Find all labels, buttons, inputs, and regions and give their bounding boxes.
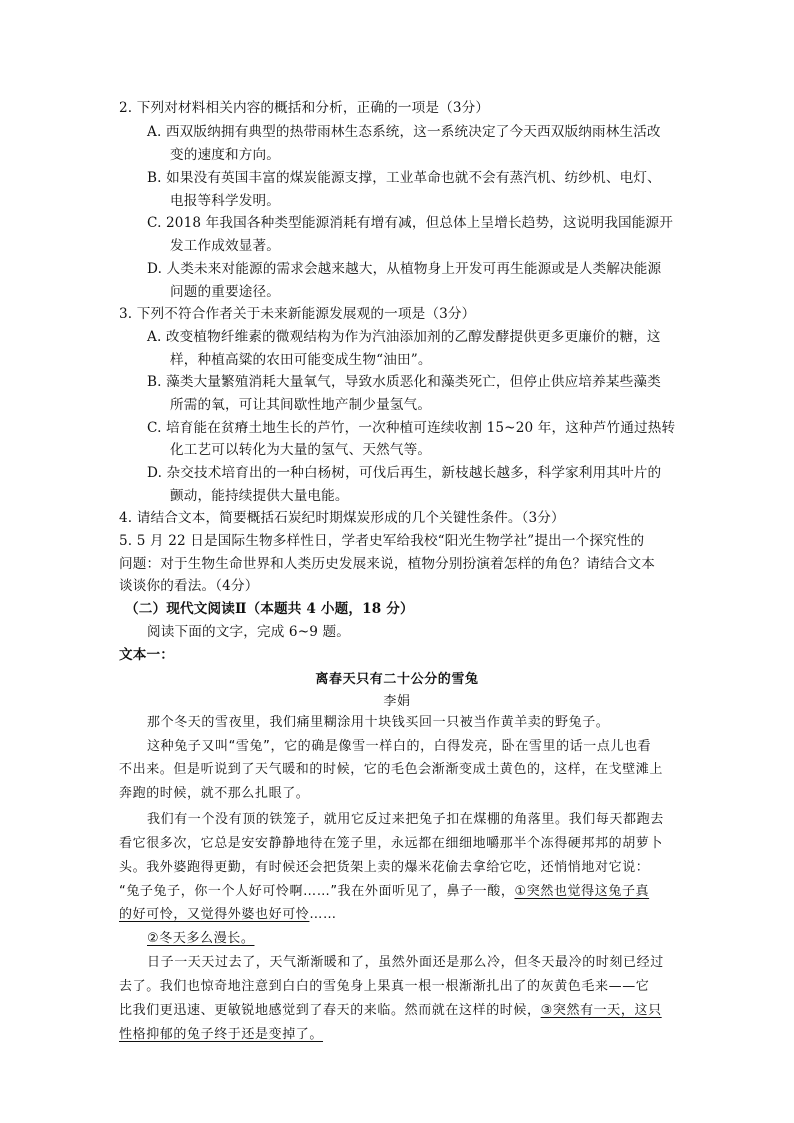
q3-option-c-cont: 化工艺可以转化为大量的氢气、天然气等。 [170,442,432,458]
q3-stem: 3. 下列不符合作者关于未来新能源发展观的一项是（3分） [119,306,476,322]
q2-option-d-cont: 问题的重要途径。 [170,284,280,300]
text-label: 文本一： [119,647,174,663]
q2-option-a-cont: 变的速度和方向。 [170,147,280,163]
section-heading: （二）现代文阅读Ⅱ（本题共 4 小题，18 分） [125,601,414,617]
underlined-sentence-1: ①突然也觉得这兔子真 [514,884,650,899]
q3-option-a: A. 改变植物纤维素的微观结构为作为汽油添加剂的乙醇发酵提供更多更廉价的糖，这 [147,329,661,345]
story-paragraph-3-line-2: 看它很多次，它总是安安静静地待在笼子里，永远都在细细地嚼那半个冻得硬邦邦的胡萝卜 [119,836,664,851]
q2-option-d: D. 人类未来对能源的需求会越来越大，从植物身上开发可再生能源或是人类解决能源 [147,261,662,277]
q2-option-c: C. 2018 年我国各种类型能源消耗有增有减，但总体上呈增长趋势，这说明我国能源开 [147,215,673,231]
q4-stem: 4. 请结合文本，简要概括石炭纪时期煤炭形成的几个关键性条件。（3分） [119,510,565,526]
q5-line-1: 5. 5 月 22 日是国际生物多样性日，学者史军给我校“阳光生物学社”提出一个探究性的 [119,533,645,549]
story-title: 离春天只有二十公分的雪兔 [315,672,479,687]
underlined-sentence-3-cont: 性格抑郁的兔子终于还是变掉了。 [119,1027,324,1042]
story-paragraph-3-line-3: 头。我外婆跑得更勤，有时候还会把货架上卖的爆米花偷去拿给它吃，还悄悄地对它说： [119,860,650,875]
q2-option-c-cont: 发工作成效显著。 [170,238,280,254]
story-paragraph-3-line-4-text: “兔子兔子，你一个人好可怜啊……”我在外面听见了，鼻子一酸， [119,884,515,899]
story-paragraph-5-line-3-text: 比我们更迅速、更敏锐地感觉到了春天的来临。然而就在这样的时候， [119,1003,541,1018]
q2-option-b-cont: 电报等科学发明。 [170,193,280,209]
story-paragraph-2-line-3: 奔跑的时候，就不那么扎眼了。 [119,786,310,801]
underlined-sentence-3: ③突然有一天，这只 [540,1003,662,1018]
story-author: 李娟 [383,694,411,709]
story-paragraph-2-line-1: 这种兔子又叫“雪兔”，它的确是像雪一样白的，白得发亮，卧在雪里的话一点儿也看 [147,739,652,754]
story-paragraph-5-line-3 [119,1001,662,1021]
underlined-sentence-1-cont: 的好可怜，又觉得外婆也好可怜 [119,907,310,922]
story-paragraph-2-line-2: 不出来。但是听说到了天气暖和的时候，它的毛色会渐渐变成土黄色的，这样，在戈壁滩上 [119,762,664,777]
q3-option-d-cont: 颤动，能持续提供大量电能。 [170,488,349,504]
q3-option-b-cont: 所需的氧，可让其间歇性地产制少量氢气。 [170,397,432,413]
q3-option-b: B. 藻类大量繁殖消耗大量氧气，导致水质恶化和藻类死亡，但停止供应培养某些藻类 [147,374,661,390]
story-paragraph-3-line-5 [119,905,337,925]
section-instruction: 阅读下面的文字，完成 6~9 题。 [147,624,351,640]
q2-stem: 2. 下列对材料相关内容的概括和分析，正确的一项是（3分） [119,100,490,116]
q3-option-a-cont: 样，种植高粱的农田可能变成生物“油田”。 [170,352,432,368]
q5-line-3: 谈谈你的看法。（4分） [119,578,259,594]
story-paragraph-1: 那个冬天的雪夜里，我们痛里糊涂用十块钱买回一只被当作黄羊卖的野兔子。 [147,715,610,730]
story-paragraph-3-line-1: 我们有一个没有顶的铁笼子，就用它反过来把兔子扣在煤棚的角落里。我们每天都跑去 [147,812,664,827]
q3-option-d: D. 杂交技术培育出的一种白杨树，可伐后再生，新枝越长越多，科学家利用其叶片的 [147,465,662,481]
q3-option-c: C. 培育能在贫瘠土地生长的芦竹，一次种植可连续收割 15~20 年，这种芦竹通过热转 [147,420,676,436]
q2-option-b: B. 如果没有英国丰富的煤炭能源支撑，工业革命也就不会有蒸汽机、纺纱机、电灯、 [147,170,661,186]
story-paragraph-5-line-1: 日子一天天过去了，天气渐渐暖和了，虽然外面还是那么冷，但冬天最冷的时刻已经过 [147,955,664,970]
q2-option-a: A. 西双版纳拥有典型的热带雨林生态系统，这一系统决定了今天西双版纳雨林生活改 [147,124,661,140]
q5-line-2: 问题：对于生物生命世界和人类历史发展来说，植物分别扮演着怎样的角色？请结合文本 [119,556,656,572]
story-paragraph-5-line-2: 去了。我们也惊奇地注意到白白的雪兔身上果真一根一根渐渐扎出了的灰黄色毛来——它 [119,979,650,994]
story-paragraph-4 [147,929,254,949]
story-paragraph-3-line-4 [119,882,649,902]
underlined-sentence-2: ②冬天多么漫长。 [147,931,255,946]
story-paragraph-5-line-4 [119,1025,323,1045]
ellipsis: …… [309,907,337,922]
